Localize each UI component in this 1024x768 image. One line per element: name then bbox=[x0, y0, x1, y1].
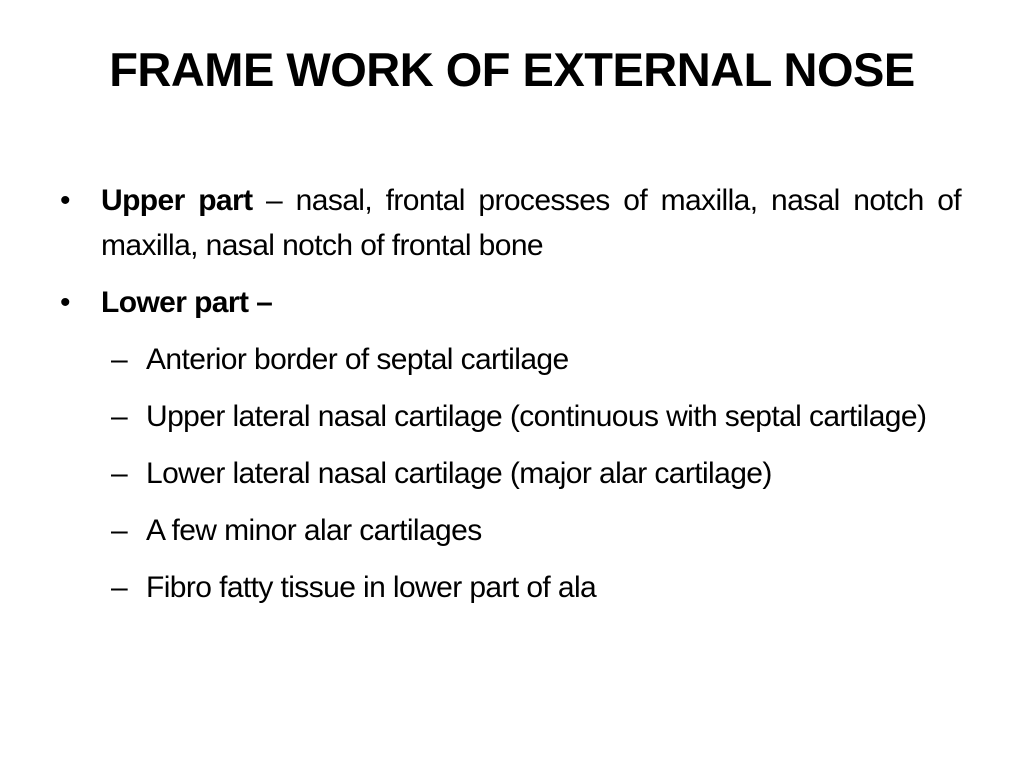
sub-item-septal-border bbox=[56, 337, 961, 382]
bullet-lower-part bbox=[56, 280, 961, 325]
sub-marker: – bbox=[111, 400, 128, 433]
sub-text: Upper lateral nasal cartilage (continuous with septal cartilage) bbox=[146, 400, 927, 433]
sub-item-minor-alar bbox=[56, 508, 961, 553]
slide-title: FRAME WORK OF EXTERNAL NOSE bbox=[109, 43, 915, 96]
bullet-label: Lower part – bbox=[101, 286, 273, 319]
bullet-upper-part bbox=[56, 178, 961, 268]
sub-marker: – bbox=[111, 343, 128, 376]
sub-item-fibro-fatty bbox=[56, 565, 961, 610]
sub-text: Lower lateral nasal cartilage (major alar cartilage) bbox=[146, 457, 772, 490]
sub-text: Fibro fatty tissue in lower part of ala bbox=[146, 571, 597, 604]
bullet-text: – nasal, frontal processes of maxilla, nasal notch of maxilla, nasal notch of frontal bone bbox=[101, 184, 962, 262]
bullet-marker: • bbox=[60, 286, 70, 319]
bullet-marker: • bbox=[60, 184, 70, 217]
sub-marker: – bbox=[111, 571, 128, 604]
sub-marker: – bbox=[111, 514, 128, 547]
slide-body bbox=[56, 178, 961, 622]
bullet-label: Upper part bbox=[101, 184, 253, 217]
sub-item-upper-lateral bbox=[56, 394, 961, 439]
sub-marker: – bbox=[111, 457, 128, 490]
sub-item-lower-lateral bbox=[56, 451, 961, 496]
sub-text: A few minor alar cartilages bbox=[146, 514, 482, 547]
sub-text: Anterior border of septal cartilage bbox=[146, 343, 569, 376]
